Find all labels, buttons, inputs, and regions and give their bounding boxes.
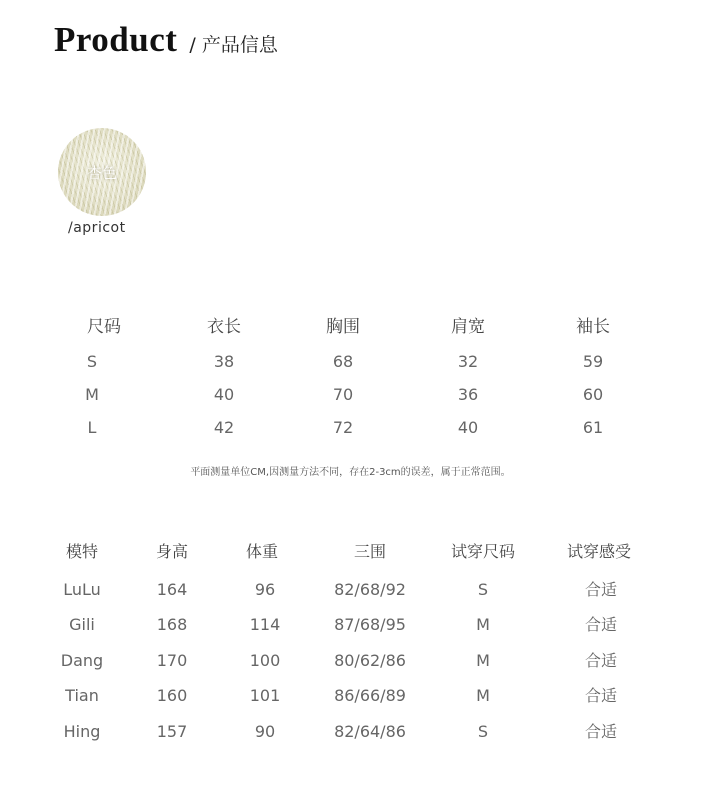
- model-cell: Dang: [60, 651, 104, 670]
- model-cell: 82/68/92: [334, 580, 406, 599]
- size-cell: 60: [582, 385, 604, 404]
- model-cell: 80/62/86: [334, 651, 406, 670]
- table-row: [0, 383, 701, 407]
- size-cell: 40: [213, 385, 235, 404]
- size-cell: 42: [213, 418, 235, 437]
- model-cell: Hing: [63, 722, 101, 741]
- model-cell: 170: [156, 651, 188, 670]
- table-row: [0, 720, 701, 744]
- measurement-note: 平面测量单位CM,因测量方法不同，存在2-3cm的误差，属于正常范围。: [190, 467, 511, 478]
- page-title: Product: [54, 20, 178, 59]
- model-cell: 96: [254, 580, 276, 599]
- model-cell: M: [476, 615, 490, 634]
- model-header-height: 身高: [155, 542, 189, 561]
- size-cell: M: [85, 385, 99, 404]
- model-cell: 90: [254, 722, 276, 741]
- table-row: [0, 416, 701, 440]
- size-header-sleeve: 袖长: [576, 317, 610, 337]
- size-header-length: 衣长: [207, 317, 241, 337]
- color-name-cn: 杏色: [86, 163, 117, 182]
- table-row: [0, 578, 701, 602]
- table-row: [0, 613, 701, 637]
- size-header-size: 尺码: [87, 317, 121, 337]
- model-cell: 合适: [584, 580, 618, 599]
- size-cell: 72: [332, 418, 354, 437]
- size-header-bust: 胸围: [326, 317, 360, 337]
- size-cell: 36: [457, 385, 479, 404]
- model-cell: 合适: [584, 651, 618, 670]
- size-cell: 38: [213, 352, 235, 371]
- model-cell: Gili: [69, 615, 95, 634]
- size-cell: 61: [582, 418, 604, 437]
- color-swatch: [58, 128, 146, 216]
- model-cell: S: [477, 722, 489, 741]
- model-cell: 164: [156, 580, 188, 599]
- model-cell: 合适: [584, 686, 618, 705]
- model-cell: 168: [156, 615, 188, 634]
- model-cell: Tian: [65, 686, 99, 705]
- page-subtitle: / 产品信息: [189, 34, 278, 56]
- model-header-model: 模特: [65, 542, 99, 561]
- color-name-en: /apricot: [68, 220, 126, 236]
- size-cell: S: [86, 352, 98, 371]
- model-header-weight: 体重: [245, 542, 279, 561]
- table-row: [0, 350, 701, 374]
- size-cell: 59: [582, 352, 604, 371]
- size-cell: 40: [457, 418, 479, 437]
- model-cell: 101: [249, 686, 281, 705]
- model-cell: S: [477, 580, 489, 599]
- table-row: [0, 684, 701, 708]
- model-cell: 82/64/86: [334, 722, 406, 741]
- size-cell: 68: [332, 352, 354, 371]
- model-cell: M: [476, 651, 490, 670]
- model-header-size-worn: 试穿尺码: [450, 542, 516, 561]
- model-header-measurements: 三围: [353, 542, 387, 561]
- model-cell: LuLu: [63, 580, 101, 599]
- model-cell: 合适: [584, 722, 618, 741]
- model-cell: 合适: [584, 615, 618, 634]
- model-table-header: [0, 540, 701, 564]
- size-cell: 32: [457, 352, 479, 371]
- page-header: [54, 20, 278, 60]
- model-header-fit: 试穿感受: [566, 542, 632, 561]
- model-cell: 86/66/89: [334, 686, 406, 705]
- model-cell: 114: [249, 615, 281, 634]
- size-table-header: [0, 315, 701, 339]
- size-cell: 70: [332, 385, 354, 404]
- model-cell: 157: [156, 722, 188, 741]
- size-cell: L: [87, 418, 97, 437]
- model-cell: 87/68/95: [334, 615, 406, 634]
- model-cell: 100: [249, 651, 281, 670]
- size-header-shoulder: 肩宽: [451, 317, 485, 337]
- table-row: [0, 649, 701, 673]
- model-cell: 160: [156, 686, 188, 705]
- model-cell: M: [476, 686, 490, 705]
